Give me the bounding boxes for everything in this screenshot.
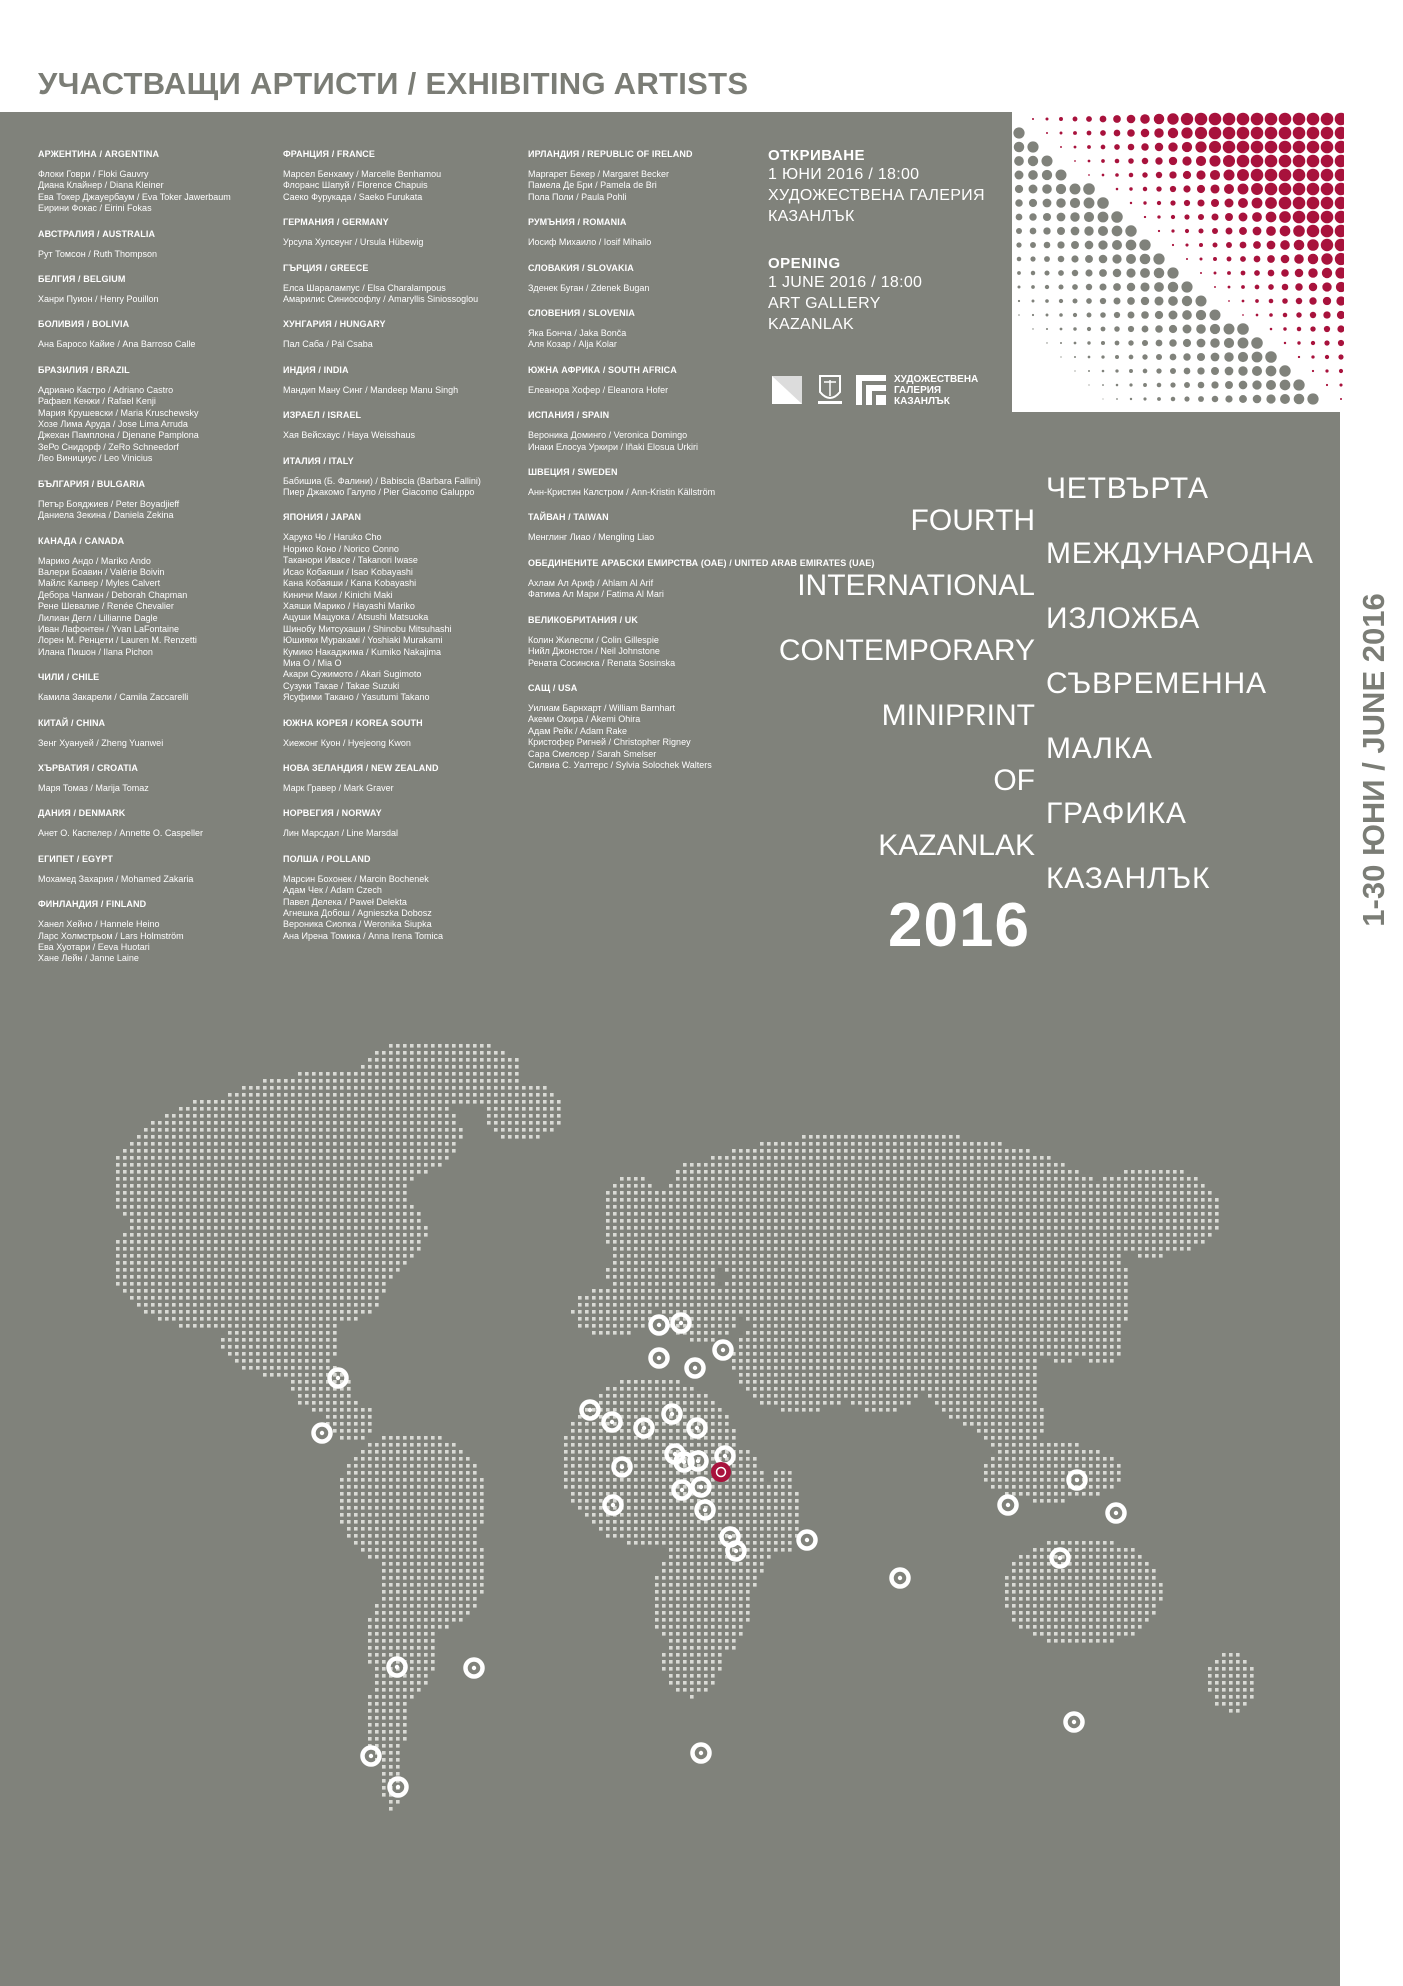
country-heading: АВСТРАЛИЯ / AUSTRALIA (38, 228, 156, 239)
ring-marker-center (898, 1576, 902, 1580)
title-en-line: OF (993, 764, 1035, 797)
artist-name: Лорен М. Ренцети / Lauren M. Renzetti (38, 635, 197, 646)
ring-marker-center (680, 1488, 684, 1492)
artist-name: Таканори Ивасе / Takanori Iwase (283, 555, 418, 566)
ring-marker-center (611, 1503, 615, 1507)
artist-name: Марк Гравер / Mark Graver (283, 782, 394, 793)
country-heading: БРАЗИЛИЯ / BRAZIL (38, 364, 130, 375)
artist-name: Колин Жилеспи / Colin Gillespie (528, 634, 659, 645)
artist-name: ЗеРо Снидорф / ZeRo Schneedorf (38, 441, 179, 452)
country-heading: ИРЛАНДИЯ / REPUBLIC OF IRELAND (528, 149, 693, 159)
opening-en-heading: OPENING (768, 255, 841, 272)
country-group (38, 364, 278, 465)
opening-en (768, 255, 922, 335)
country-group (283, 762, 523, 794)
artist-column-2 (283, 148, 523, 955)
artist-name: Петър Бояджиев / Peter Boyadjieff (38, 498, 180, 509)
artist-name: Адам Чек / Adam Czech (283, 885, 382, 896)
title-bg-line: КАЗАНЛЪК (1046, 862, 1211, 895)
artist-name: Ева Хуотари / Eeva Huotari (38, 942, 150, 952)
artist-name: Нийл Джонстон / Neil Johnstone (528, 646, 660, 657)
country-heading: ФИНЛАНДИЯ / FINLAND (38, 899, 147, 910)
title-bg-line: МЕЖДУНАРОДНА (1046, 537, 1314, 570)
country-heading: ПОЛША / POLLAND (283, 853, 371, 864)
country-heading: ШВЕЦИЯ / SWEDEN (528, 467, 618, 478)
artist-name: Рут Томсон / Ruth Thompson (38, 248, 158, 259)
country-heading: ЧИЛИ / CHILE (38, 672, 100, 683)
country-group (283, 409, 523, 441)
country-group (528, 216, 768, 248)
ring-marker-center (1075, 1478, 1079, 1482)
ring-marker-center (1072, 1720, 1076, 1724)
artist-name: Сара Смелсер / Sarah Smelser (528, 748, 657, 759)
artist-name: Павел Делека / Paweł Delekta (283, 896, 407, 907)
ring-marker-center (472, 1666, 476, 1670)
artist-name: Ахлам Ал Ариф / Ahlam Al Arif (528, 577, 654, 588)
artist-name: Хаяши Марико / Hayashi Mariko (283, 600, 415, 611)
artist-name: Зенг Хуануей / Zheng Yuanwei (38, 737, 164, 748)
artist-name: Шинобу Митсухаши / Shinobu Mitsuhashi (283, 623, 452, 634)
artist-name: Силвиа С. Уалтерс / Sylvia Solochek Walters (528, 759, 712, 770)
artist-name: Ханел Хейно / Hannele Heino (38, 919, 160, 930)
artist-name: Рене Шевалие / Renée Chevalier (38, 601, 174, 612)
artist-name: Вероника Сиопка / Weronika Siupka (283, 919, 432, 930)
artist-name: Вероника Доминго / Veronica Domingo (528, 430, 688, 441)
country-heading: СЛОВАКИЯ / SLOVAKIA (528, 262, 634, 273)
artist-name: Рафаел Кенжи / Rafael Kenji (38, 396, 156, 407)
country-heading: ЮЖНА АФРИКА / SOUTH AFRICA (528, 364, 677, 375)
artist-name: Марсел Бенхаму / Marcelle Benhamou (283, 169, 442, 179)
country-heading: КАНАДА / CANADA (38, 535, 125, 546)
country-group (283, 364, 523, 396)
ring-marker-center (805, 1538, 809, 1542)
artist-name: Елса Шаралампус / Elsa Charalampous (283, 282, 446, 293)
artist-name: Хане Лейн / Janne Laine (38, 953, 139, 964)
artist-name: Акеми Охира / Akemi Ohira (528, 714, 641, 725)
ring-marker-center (721, 1348, 725, 1352)
country-group (38, 318, 278, 350)
ring-marker-center (1006, 1503, 1010, 1507)
artist-name: Менглинг Лиао / Mengling Liao (528, 532, 655, 543)
country-group (528, 614, 768, 669)
country-heading: БЪЛГАРИЯ / BULGARIA (38, 478, 146, 489)
ring-marker-center (679, 1321, 683, 1325)
ring-marker-center (610, 1420, 614, 1424)
artist-name: Джехан Памплона / Djenane Pamplona (38, 430, 199, 441)
title-bulgarian (1046, 456, 1314, 911)
artist-name: Маря Томаз / Marija Tomaz (38, 782, 149, 793)
title-en-line: KAZANLAK (878, 829, 1035, 862)
country-heading: СЛОВЕНИЯ / SLOVENIA (528, 308, 635, 319)
ring-marker-center (657, 1323, 661, 1327)
opening-en-line: ART GALLERY (768, 295, 881, 312)
artist-name: Бабишиа (Б. Фалини) / Babiscia (Barbara Fallini) (283, 475, 481, 486)
artist-name: Адриано Кастро / Adriano Castro (38, 384, 174, 395)
artist-name: Иван Лафонтен / Yvan LaFontaine (38, 623, 179, 634)
gallery-logo-text: ХУДОЖЕСТВЕНА ГАЛЕРИЯ КАЗАНЛЪК (894, 374, 979, 407)
title-bg-line: СЪВРЕМЕННА (1046, 667, 1267, 700)
artist-column-1 (38, 148, 278, 978)
title-en-line: FOURTH (910, 504, 1035, 537)
municipality-logo-icon (770, 372, 806, 408)
artist-name: Лилиан Дегл / Lillianne Dagle (38, 612, 158, 623)
opening-bg-heading: ОТКРИВАНЕ (768, 147, 866, 164)
artist-name: Ана Баросо Кайие / Ana Barroso Calle (38, 339, 196, 350)
country-heading: ИТАЛИЯ / ITALY (283, 455, 354, 466)
header-title: УЧАСТВАЩИ АРТИСТИ / EXHIBITING ARTISTS (38, 66, 749, 101)
country-group (283, 262, 523, 306)
artist-name: Урсула Хулсеунг / Ursula Hübewig (283, 237, 424, 248)
country-heading: ЕГИПЕТ / EGYPT (38, 853, 113, 864)
country-group (38, 853, 278, 885)
ring-marker-center (696, 1459, 700, 1463)
artist-name: Марсин Бохонек / Marcin Bochenek (283, 873, 429, 884)
artist-name: Харуко Чо / Haruko Cho (283, 532, 382, 543)
country-group (38, 273, 278, 305)
country-group (38, 717, 278, 749)
artist-name: Киничи Маки / Kinichi Maki (283, 589, 393, 600)
ring-marker-center (699, 1485, 703, 1489)
ring-marker-center (620, 1465, 624, 1469)
country-group (38, 671, 278, 703)
ring-marker-center (588, 1408, 592, 1412)
country-group (38, 478, 278, 522)
country-heading: САЩ / USA (528, 682, 578, 693)
artist-name: Камила Закарели / Camila Zaccarelli (38, 692, 189, 703)
artist-name: Дебора Чапман / Deborah Chapman (38, 589, 188, 600)
title-bg-line: ИЗЛОЖБА (1046, 602, 1201, 635)
artist-name: Кристофер Ригней / Christopher Rigney (528, 737, 691, 748)
artist-name: Юшияки Муракамi / Yoshiaki Murakami (283, 635, 443, 646)
country-heading: ИСПАНИЯ / SPAIN (528, 410, 610, 421)
artist-name: Лео Винициус / Leo Vinicius (38, 453, 153, 464)
artist-name: Валери Боавин / Valérie Boivin (38, 566, 165, 577)
ring-marker-center (369, 1754, 373, 1758)
country-heading: БЕЛГИЯ / BELGIUM (38, 274, 126, 285)
country-group (283, 455, 523, 499)
title-bg-line: МАЛКА (1046, 732, 1153, 765)
artist-name: Исао Кобаяши / Isao Kobayashi (283, 566, 413, 577)
artist-name: Сузуки Такае / Takae Suzuki (283, 680, 400, 691)
halftone-triangle (1012, 112, 1344, 414)
artist-name: Зденек Буган / Zdenek Bugan (528, 282, 650, 293)
ring-marker-center (734, 1549, 738, 1553)
artist-name: Ацуши Мацуока / Atsushi Matsuoka (283, 612, 429, 623)
artist-name: Елеанора Хофер / Eleanora Hofer (528, 384, 669, 395)
artist-name: Хая Вейсхаус / Haya Weisshaus (283, 430, 415, 441)
ring-marker-center (1058, 1556, 1062, 1560)
artist-name: Иосиф Михаило / Iosif Mihailo (528, 237, 652, 248)
title-en-line: INTERNATIONAL (797, 569, 1035, 602)
country-group (528, 511, 768, 543)
artist-name: Майлс Калвер / Myles Calvert (38, 578, 161, 589)
country-heading: РУМЪНИЯ / ROMANIA (528, 217, 627, 228)
artist-name: Хозе Лима Аруда / Jose Lima Arruda (38, 419, 188, 430)
artist-name: Аля Козар / Alja Kolar (528, 339, 617, 350)
artist-name: Анн-Кристин Калстром / Ann-Kristin Källström (528, 487, 716, 498)
artist-name: Амарилис Синиософлу / Amaryllis Siniossoglou (283, 294, 479, 305)
title-english (779, 488, 1035, 878)
country-group (528, 557, 875, 601)
country-heading: ОБЕДИНЕНИТЕ АРАБСКИ ЕМИРСТВА (ОАЕ) / UNITED ARAB EMIRATES (UAE) (528, 557, 875, 568)
artist-name: Флоки Говри / Floki Gauvry (38, 169, 149, 179)
opening-bg-line: 1 ЮНИ 2016 / 18:00 (768, 166, 920, 183)
country-heading: ИЗРАЕЛ / ISRAEL (283, 410, 362, 421)
artist-name: Пиер Джакомо Галупо / Pier Giacomo Galuppo (283, 487, 475, 498)
ring-marker-center (1114, 1511, 1118, 1515)
artist-name: Марико Андо / Mariko Ando (38, 555, 151, 566)
country-group (283, 717, 523, 749)
ring-marker-center (699, 1751, 703, 1755)
artist-name: Ева Токер Джауербаум / Eva Toker Jawerbaum (38, 191, 231, 202)
artist-name: Мария Крушевски / Maria Kruschewsky (38, 407, 199, 418)
artist-name: Мандип Ману Синг / Mandeep Manu Singh (283, 384, 459, 395)
kazanlak-crest-icon (814, 372, 846, 408)
ring-marker-center (396, 1785, 400, 1789)
world-dot-map-icon (0, 1040, 1340, 1900)
opening-bg (768, 147, 985, 227)
country-group (528, 409, 768, 453)
artist-name: Анет О. Каспелер / Annette O. Caspeller (38, 828, 203, 839)
country-heading: ЮЖНА КОРЕЯ / KOREA SOUTH (283, 717, 423, 728)
country-heading: ДАНИЯ / DENMARK (38, 808, 126, 819)
country-heading: ИНДИЯ / INDIA (283, 364, 349, 375)
artist-name: Уилиам Барнхарт / William Barnhart (528, 702, 676, 713)
ring-marker-center (642, 1426, 646, 1430)
artist-name: Флоранс Шапуй / Florence Chapuis (283, 180, 428, 191)
artist-name: Ларс Холмстрьом / Lars Holmström (38, 930, 184, 941)
country-group (283, 807, 523, 839)
title-en-line: CONTEMPORARY (778, 634, 1035, 667)
artist-name: Фатима Ал Мари / Fatima Al Mari (528, 589, 664, 600)
country-heading: ФРАНЦИЯ / FRANCE (283, 149, 376, 159)
country-group (283, 318, 523, 350)
ring-marker-center (336, 1376, 340, 1380)
artist-name: Акари Сужимото / Akari Sugimoto (283, 669, 422, 680)
artist-name: Маргарет Бекер / Margaret Becker (528, 169, 670, 179)
ring-marker-center (693, 1366, 697, 1370)
country-group (38, 898, 278, 965)
ring-marker-center (320, 1431, 324, 1435)
country-heading: ТАЙВАН / TAIWAN (528, 512, 609, 523)
artist-name: Лин Марсдал / Line Marsdal (283, 828, 399, 839)
host-marker-kazanlak (711, 1462, 731, 1482)
country-group (528, 364, 768, 396)
country-heading: ГЪРЦИЯ / GREECE (283, 262, 369, 273)
ring-marker-center (723, 1454, 727, 1458)
artist-name: Илана Пишон / Ilana Pichon (38, 646, 153, 657)
country-group (38, 807, 278, 839)
artist-name: Ханри Пуион / Henry Pouillon (38, 294, 159, 305)
year: 2016 (888, 891, 1030, 960)
country-group (38, 535, 278, 659)
ring-marker-center (395, 1665, 399, 1669)
artist-name: Памела Де Бри / Pamela de Bri (528, 180, 657, 191)
opening-en-line: 1 JUNE 2016 / 18:00 (768, 274, 923, 291)
ring-marker-center (728, 1535, 732, 1539)
artist-name: Кана Кобаяши / Kana Kobayashi (283, 578, 417, 589)
ring-marker-center (673, 1452, 677, 1456)
country-group (528, 148, 768, 203)
opening-bg-line: ХУДОЖЕСТВЕНА ГАЛЕРИЯ (768, 187, 985, 204)
country-group (38, 762, 278, 794)
title-bg-line: ЧЕТВЪРТА (1046, 472, 1209, 505)
artist-name: Кумико Накаджима / Kumiko Nakajima (283, 646, 442, 657)
country-group (38, 228, 278, 260)
country-group (283, 216, 523, 248)
artist-name: Инаки Елосуа Уркири / Iñaki Elosua Urkiri (528, 441, 699, 452)
country-heading: ГЕРМАНИЯ / GERMANY (283, 217, 389, 228)
artist-name: Саеко Фурукада / Saeko Furukata (283, 191, 423, 202)
country-group (528, 682, 768, 771)
artist-name: Рената Сосинска / Renata Sosinska (528, 657, 676, 668)
ring-marker-center (695, 1426, 699, 1430)
country-heading: НОРВЕГИЯ / NORWAY (283, 808, 382, 819)
artist-name: Адам Рейк / Adam Rake (528, 725, 628, 736)
country-group (528, 466, 768, 498)
ring-marker-center (657, 1356, 661, 1360)
country-heading: БОЛИВИЯ / BOLIVIA (38, 319, 130, 330)
country-heading: ХУНГАРИЯ / HUNGARY (283, 319, 386, 330)
artist-name: Норико Коно / Norico Conno (283, 543, 399, 554)
country-group (38, 148, 278, 215)
title-bg-line: ГРАФИКА (1046, 797, 1187, 830)
country-heading: КИТАЙ / CHINA (38, 717, 106, 728)
artist-name: Ана Ирена Томика / Anna Irena Tomica (283, 930, 443, 941)
artist-name: Еирини Фокас / Eirini Fokas (38, 203, 152, 214)
artist-name: Пола Поли / Paula Pohli (528, 191, 627, 202)
title-en-line: MINIPRINT (881, 699, 1035, 732)
gallery-logo-icon (854, 373, 888, 407)
country-heading: НОВА ЗЕЛАНДИЯ / NEW ZEALAND (283, 762, 439, 773)
artist-name: Агнешка Добош / Agnieszka Dobosz (283, 908, 432, 918)
artist-name: Мохамед Захария / Mohamed Zakaria (38, 873, 194, 884)
artist-name: Диана Клайнер / Diana Kleiner (38, 180, 164, 191)
country-heading: АРЖЕНТИНА / ARGENTINA (38, 149, 160, 159)
country-group (528, 307, 768, 351)
dates-vertical: 1-30 ЮНИ / JUNE 2016 (1356, 593, 1391, 927)
ring-marker-center (703, 1508, 707, 1512)
artist-name: Пал Саба / Pál Csaba (283, 339, 373, 350)
country-heading: ХЪРВАТИЯ / CROATIA (38, 762, 139, 773)
country-group (283, 148, 523, 203)
ring-marker-center (670, 1412, 674, 1416)
country-heading: ВЕЛИКОБРИТАНИЯ / UK (528, 614, 638, 625)
artist-name: Яка Бонча / Jaka Bonča (528, 328, 627, 339)
country-heading: ЯПОНИЯ / JAPAN (283, 512, 362, 523)
opening-en-line: KAZANLAK (768, 316, 854, 333)
artist-name: Миа О / Mia O (283, 657, 342, 668)
country-group (528, 262, 768, 294)
opening-bg-line: КАЗАНЛЪК (768, 208, 855, 225)
country-group (283, 853, 523, 942)
artist-name: Хиежонг Куон / Hyejeong Kwon (283, 737, 411, 748)
artist-name: Ясуфими Такано / Yasutumi Takano (283, 692, 430, 703)
country-group (283, 511, 523, 703)
artist-name: Даниела Зекина / Daniela Zekina (38, 510, 174, 521)
